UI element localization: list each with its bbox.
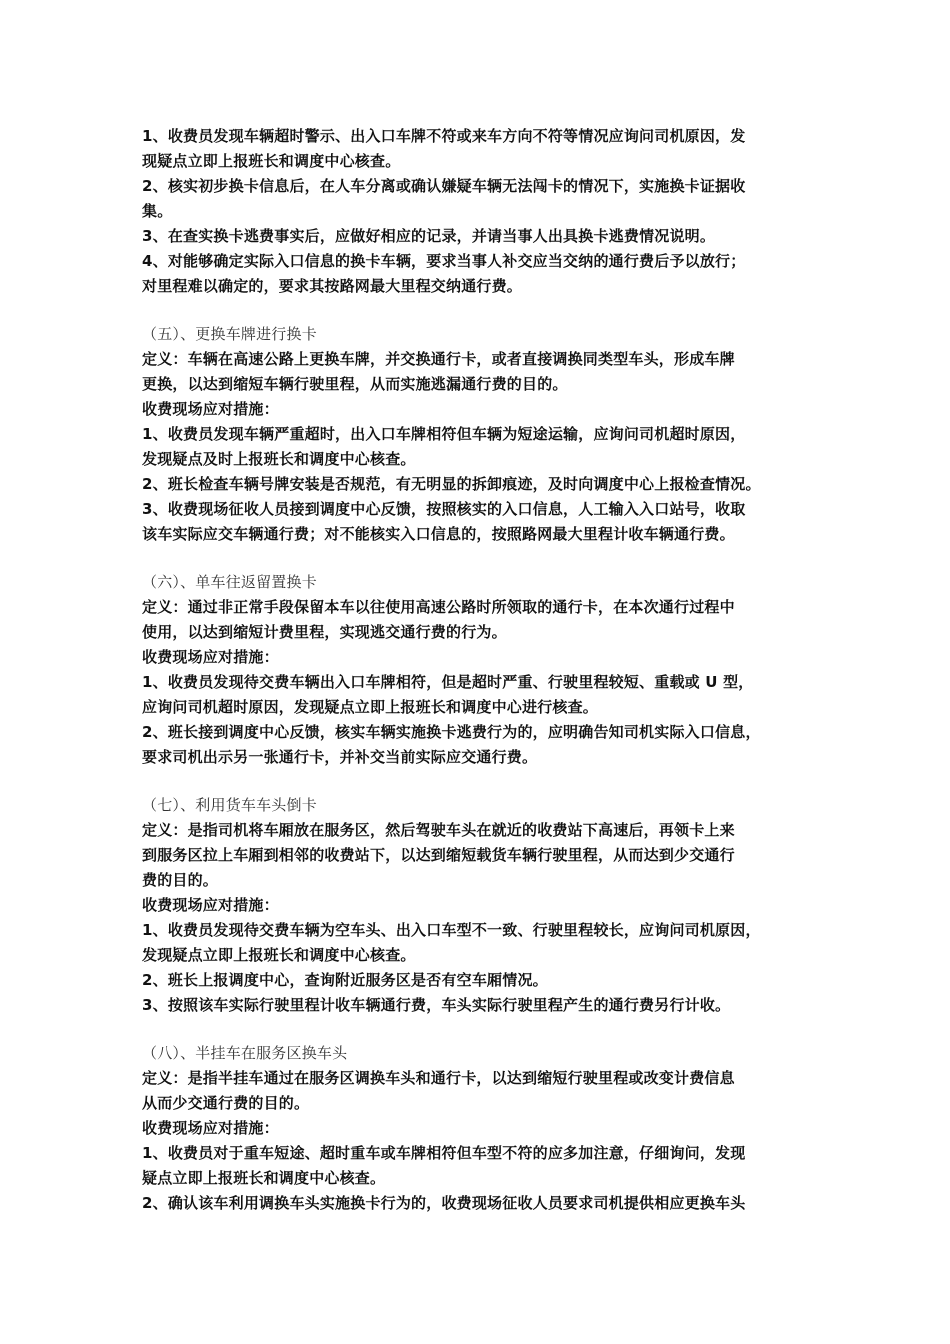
paragraph-line: 定义：是指司机将车厢放在服务区，然后驾驶车头在就近的收费站下高速后，再领卡上来 — [142, 821, 735, 839]
paragraph-line: 疑点立即上报班长和调度中心核查。 — [142, 1169, 386, 1187]
paragraph-line: 对里程难以确定的，要求其按路网最大里程交纳通行费。 — [142, 277, 523, 295]
paragraph-line: 1、收费员发现待交费车辆出入口车牌相符，但是超时严重、行驶里程较短、重载或 U 型， — [142, 673, 754, 691]
paragraph-line: 从而少交通行费的目的。 — [142, 1094, 310, 1112]
paragraph-line: 定义：车辆在高速公路上更换车牌，并交换通行卡，或者直接调换同类型车头，形成车牌 — [142, 350, 735, 368]
paragraph-line: 到服务区拉上车厢到相邻的收费站下，以达到缩短载货车辆行驶里程，从而达到少交通行 — [142, 846, 735, 864]
section-heading: （六）、单车往返留置换卡 — [142, 573, 317, 591]
paragraph-line: 2、班长接到调度中心反馈，核实车辆实施换卡逃费行为的，应明确告知司机实际入口信息， — [142, 723, 761, 741]
document-page — [142, 124, 832, 1216]
paragraph-line: 4、对能够确定实际入口信息的换卡车辆，要求当事人补交应当交纳的通行费后予以放行； — [142, 252, 746, 270]
paragraph-line: 要求司机出示另一张通行卡，并补交当前实际应交通行费。 — [142, 748, 538, 766]
paragraph-line: 1、收费员发现车辆超时警示、出入口车牌不符或来车方向不符等情况应询问司机原因，发 — [142, 127, 746, 145]
paragraph-line: 1、收费员发现车辆严重超时，出入口车牌相符但车辆为短途运输，应询问司机超时原因， — [142, 425, 746, 443]
paragraph-line: 收费现场应对措施： — [142, 648, 279, 666]
paragraph-line: 2、班长上报调度中心，查询附近服务区是否有空车厢情况。 — [142, 971, 548, 989]
intro-block — [142, 124, 832, 299]
paragraph-line: 收费现场应对措施： — [142, 400, 279, 418]
paragraph-line: 收费现场应对措施： — [142, 1119, 279, 1137]
paragraph-line: 使用，以达到缩短计费里程，实现逃交通行费的行为。 — [142, 623, 507, 641]
paragraph-line: 1、收费员对于重车短途、超时重车或车牌相符但车型不符的应多加注意，仔细询问，发现 — [142, 1144, 746, 1162]
paragraph-line: 该车实际应交车辆通行费；对不能核实入口信息的，按照路网最大里程计收车辆通行费。 — [142, 525, 735, 543]
paragraph-line: 发现疑点立即上报班长和调度中心核查。 — [142, 946, 416, 964]
section-heading: （五）、更换车牌进行换卡 — [142, 325, 317, 343]
section-5 — [142, 322, 832, 547]
paragraph-line: 发现疑点及时上报班长和调度中心核查。 — [142, 450, 416, 468]
paragraph-line: 更换，以达到缩短车辆行驶里程，从而实施逃漏通行费的目的。 — [142, 375, 568, 393]
paragraph-line: 2、班长检查车辆号牌安装是否规范，有无明显的拆卸痕迹，及时向调度中心上报检查情况。 — [142, 475, 761, 493]
paragraph-line: 费的目的。 — [142, 871, 219, 889]
paragraph-line: 3、在查实换卡逃费事实后，应做好相应的记录，并请当事人出具换卡逃费情况说明。 — [142, 227, 716, 245]
paragraph-line: 集。 — [142, 202, 173, 220]
section-6 — [142, 570, 832, 770]
section-8 — [142, 1041, 832, 1216]
paragraph-line: 3、收费现场征收人员接到调度中心反馈，按照核实的入口信息，人工输入入口站号，收取 — [142, 500, 746, 518]
section-heading: （七）、利用货车车头倒卡 — [142, 796, 317, 814]
paragraph-line: 1、收费员发现待交费车辆为空车头、出入口车型不一致、行驶里程较长，应询问司机原因， — [142, 921, 761, 939]
paragraph-line: 定义：通过非正常手段保留本车以往使用高速公路时所领取的通行卡，在本次通行过程中 — [142, 598, 735, 616]
paragraph-line: 3、按照该车实际行驶里程计收车辆通行费，车头实际行驶里程产生的通行费另行计收。 — [142, 996, 731, 1014]
section-heading: （八）、半挂车在服务区换车头 — [142, 1044, 348, 1062]
paragraph-line: 现疑点立即上报班长和调度中心核查。 — [142, 152, 401, 170]
paragraph-line: 应询问司机超时原因，发现疑点立即上报班长和调度中心进行核查。 — [142, 698, 599, 716]
paragraph-line: 2、核实初步换卡信息后，在人车分离或确认嫌疑车辆无法闯卡的情况下，实施换卡证据收 — [142, 177, 746, 195]
paragraph-line: 定义：是指半挂车通过在服务区调换车头和通行卡，以达到缩短行驶里程或改变计费信息 — [142, 1069, 735, 1087]
paragraph-line: 收费现场应对措施： — [142, 896, 279, 914]
paragraph-line: 2、确认该车利用调换车头实施换卡行为的，收费现场征收人员要求司机提供相应更换车头 — [142, 1194, 746, 1212]
section-7 — [142, 793, 832, 1018]
